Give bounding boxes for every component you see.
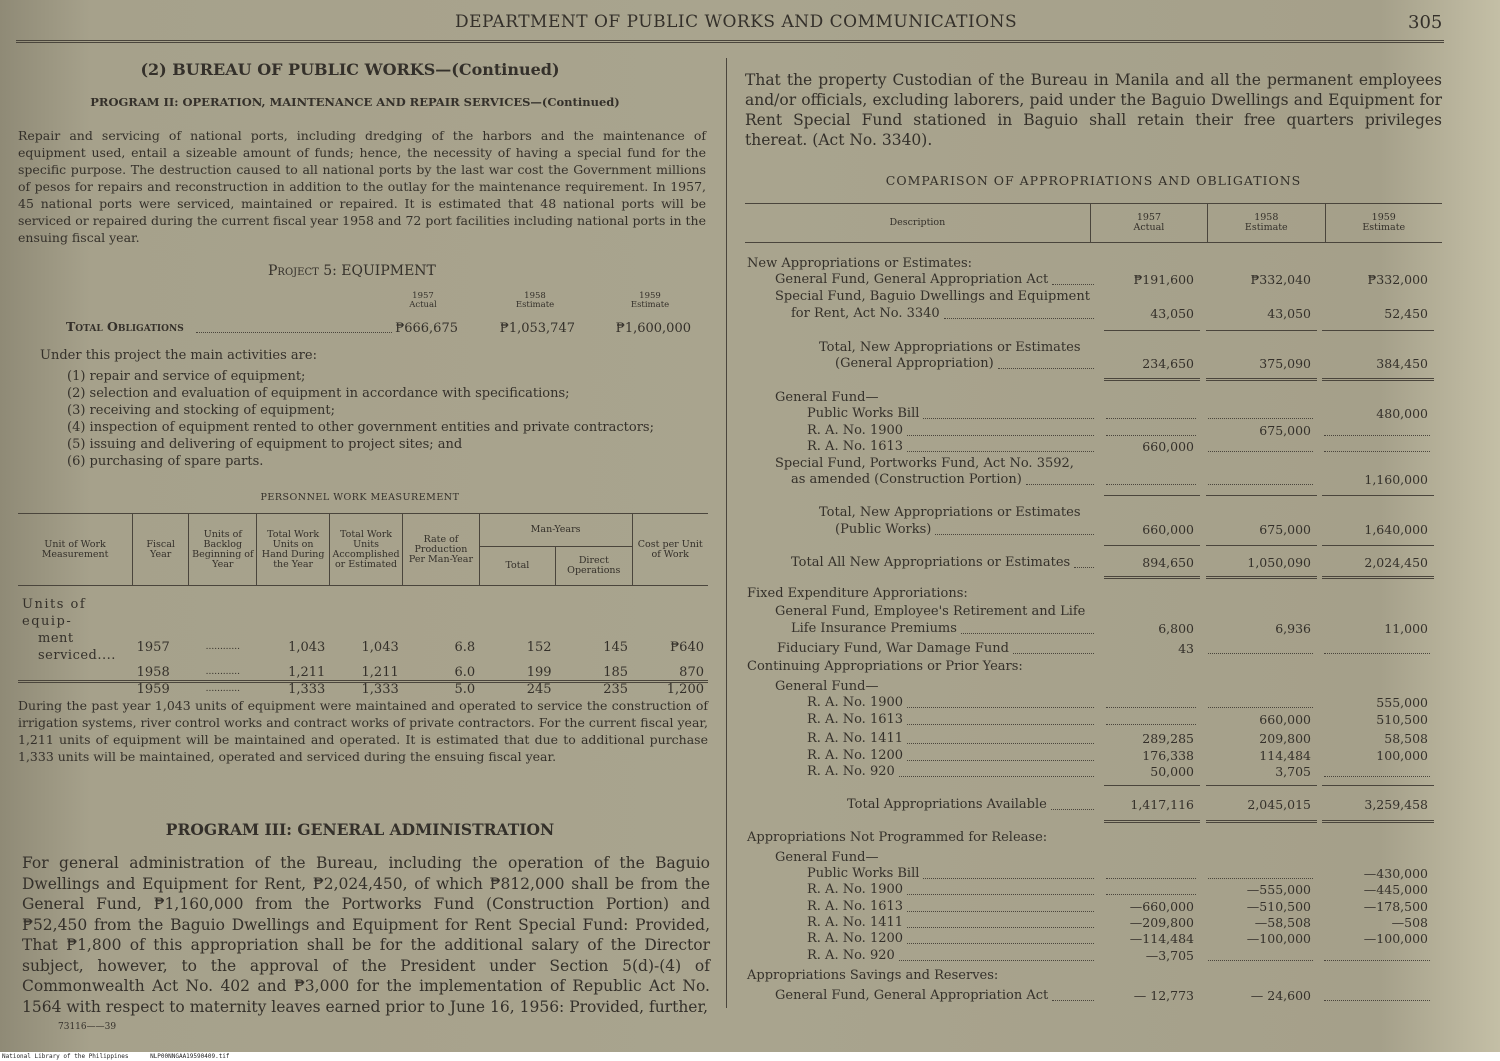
leader-dots: [1051, 809, 1094, 810]
cell-value: —209,800: [1129, 915, 1194, 930]
empty-cell-dots: [1208, 451, 1313, 452]
page-number: 305: [1408, 12, 1443, 33]
list-item: (5) issuing and delivering of equipment to project sites; and: [67, 437, 463, 452]
cell-value: —445,000: [1363, 882, 1428, 897]
empty-cell-dots: [1106, 435, 1196, 436]
empty-cell-dots: [1106, 724, 1196, 725]
col-backlog: Units of Backlog Beginning of Year: [189, 514, 257, 586]
cell-value: —510,500: [1246, 899, 1311, 914]
col-onhand: Total Work Units on Hand During the Year: [257, 514, 329, 586]
row-label: Total Appropriations Available: [847, 797, 1047, 812]
row-label: for Rent, Act No. 3340: [791, 306, 940, 321]
cell-value: —114,484: [1129, 931, 1194, 946]
list-item: (4) inspection of equipment rented to other government entities and private contractors;: [67, 420, 654, 435]
empty-cell-dots: [1324, 653, 1430, 654]
cell-value: 660,000: [1142, 439, 1194, 454]
row-label: General Fund—: [775, 390, 879, 405]
cell-value: 3,705: [1275, 764, 1311, 779]
cell-value: 6,800: [1158, 621, 1194, 636]
leader-dots: [1074, 567, 1094, 568]
row-label: R. A. No. 1613: [807, 899, 904, 914]
custodian-paragraph: That the property Custodian of the Bureau in Manila and all the permanent employees and/or officials, excluding laborers, paid under the Baguio Dwellings and Equipment for Rent Special Fund stationed in Baguio shall retain their free quarters privileges thereat. (Act No. 3340).: [745, 71, 1442, 149]
cell-value: 58,508: [1384, 731, 1428, 746]
cell-value: 555,000: [1376, 695, 1428, 710]
leader-dots: [1052, 284, 1094, 285]
obligation-1958: ₱1,053,747: [499, 321, 575, 336]
cell-value: 52,450: [1384, 306, 1428, 321]
cell-value: ₱332,000: [1367, 272, 1428, 287]
cell-value: 50,000: [1150, 764, 1194, 779]
library-credit: National Library of the Philippines: [2, 1053, 129, 1060]
row-label: Total, New Appropriations or Estimates: [819, 505, 1081, 520]
row-label: Total All New Appropriations or Estimates: [791, 555, 1071, 570]
empty-cell-dots: [1324, 1000, 1430, 1001]
printer-mark: 73116——39: [58, 1022, 117, 1032]
row-label: Total, New Appropriations or Estimates: [819, 340, 1081, 355]
row-label: R. A. No. 1411: [807, 731, 904, 746]
leader-dots: [935, 534, 1094, 535]
sum-rule: [1322, 820, 1434, 823]
sum-rule: [1322, 545, 1434, 546]
comparison-title: COMPARISON OF APPROPRIATIONS AND OBLIGATIONS: [885, 173, 1302, 188]
sum-rule: [1322, 785, 1434, 786]
row-label: (Public Works): [835, 522, 932, 537]
activities-list: [67, 368, 707, 470]
cell-value: 2,045,015: [1247, 797, 1311, 812]
row-label: General Fund, Employee's Retirement and Life: [775, 604, 1086, 619]
col-total: Total: [479, 547, 555, 586]
oblig-header-1959: 1959 Estimate: [630, 291, 670, 310]
intro-paragraph: Repair and servicing of national ports, including dredging of the harbors and the maintenance of equipment used, entail a sizeable amount of funds; hence, the necessity of having a special fund for the specific purpose. The destruction caused to all national ports by the last war cost the Government millions of pesos for repairs and reconstruction in addition to the outlay for the maintenance requirement. In 1957, 45 national ports were serviced, maintained or repaired. It is estimated that 48 national ports will be serviced or repaired during the current fiscal year 1958 and 72 port facilities including national ports in the ensuing fiscal year.: [18, 128, 706, 245]
row-label: R. A. No. 1900: [807, 882, 904, 897]
col-1957-actual: 1957 Actual: [1090, 204, 1207, 243]
cell-value: 660,000: [1259, 712, 1311, 727]
leader-dots: [907, 927, 1094, 928]
empty-cell-dots: [1106, 707, 1196, 708]
empty-cell-dots: [1208, 878, 1313, 879]
list-item: (1) repair and service of equipment;: [67, 369, 306, 384]
comparison-header-table: [745, 204, 1442, 243]
leader-dots: [907, 724, 1094, 725]
cell-value: 3,259,458: [1364, 797, 1428, 812]
empty-cell-dots: [1208, 484, 1313, 485]
cell-value: 894,650: [1142, 555, 1194, 570]
empty-cell-dots: [1208, 653, 1313, 654]
leader-dots: [907, 451, 1094, 452]
leader-dots: [907, 894, 1094, 895]
col-manyears: Man-Years: [479, 514, 632, 547]
sum-rule: [1104, 545, 1200, 546]
scan-filename: NLP00NNGAA19590409.tif: [150, 1053, 230, 1060]
project-5-title: Project 5: EQUIPMENT: [268, 263, 436, 279]
program-iii-paragraph: For general administration of the Bureau, including the operation of the Baguio Dwellings and Equipment for Rent, ₱2,024,450, of which ₱812,000 shall be from the General Fund, ₱1,160,000 from the Portworks Fund (Construction Portion) and ₱52,450 from the Baguio Dwellings and Equipment for Rent Special Fund: Provided, That ₱1,800 of this appropriation shall be for the additional salary of the Director subject, however, to the approval of the President under Section 5(d)-(4) of Commonwealth Act No. 402 and ₱3,000 for the implementation of Republic Act No. 1564 with respect to maternity leaves earned prior to June 16, 1956: Provided, further,: [22, 854, 710, 1016]
leader-dots: [944, 318, 1094, 319]
cell-value: 1,417,116: [1130, 797, 1194, 812]
row-label: R. A. No. 1900: [807, 423, 904, 438]
row-label: General Fund, General Appropriation Act: [775, 988, 1049, 1003]
col-accomplished: Total Work Units Accomplished or Estimated: [329, 514, 402, 586]
row-label: Continuing Appropriations or Prior Years:: [747, 659, 1023, 674]
cell-value: 43,050: [1267, 306, 1311, 321]
leader-dots: [907, 707, 1094, 708]
pwm-title: PERSONNEL WORK MEASUREMENT: [260, 492, 460, 503]
obligation-1957: ₱666,675: [395, 321, 458, 336]
leader-dots: [899, 960, 1094, 961]
cell-value: 384,450: [1376, 356, 1428, 371]
sum-rule: [1104, 330, 1200, 331]
sum-rule: [1322, 378, 1434, 381]
row-label: (General Appropriation): [835, 356, 994, 371]
row-label: R. A. No. 1200: [807, 931, 904, 946]
col-description: Description: [745, 204, 1090, 243]
header-rule: [16, 40, 1444, 43]
row-label: R. A. No. 1900: [807, 695, 904, 710]
cell-value: 1,640,000: [1364, 522, 1428, 537]
list-item: (3) receiving and stocking of equipment;: [67, 403, 335, 418]
activities-intro: Under this project the main activities are:: [40, 348, 317, 363]
sum-rule: [1206, 495, 1317, 496]
cell-value: 100,000: [1376, 748, 1428, 763]
col-year: Fiscal Year: [133, 514, 189, 586]
col-cost: Cost per Unit of Work: [632, 514, 708, 586]
sum-rule: [1104, 495, 1200, 496]
row-label: General Fund, General Appropriation Act: [775, 272, 1049, 287]
row-label: Special Fund, Baguio Dwellings and Equipment: [775, 289, 1090, 304]
col-1959-estimate: 1959 Estimate: [1325, 204, 1442, 243]
empty-cell-dots: [1106, 878, 1196, 879]
total-obligations-label: Total Obligations: [66, 319, 184, 334]
sum-rule: [1206, 785, 1317, 786]
sum-rule: [1206, 820, 1317, 823]
cell-value: —660,000: [1129, 899, 1194, 914]
cell-value: —508: [1391, 915, 1428, 930]
row-label: Life Insurance Premiums: [791, 621, 957, 636]
cell-value: 480,000: [1376, 406, 1428, 421]
sum-rule: [1322, 495, 1434, 496]
table-row: ment serviced.... 1957 ............ 1,043 1,043 6.8 152 145 ₱640: [38, 631, 704, 663]
cell-value: 675,000: [1259, 522, 1311, 537]
row-label: Public Works Bill: [807, 406, 920, 421]
cell-value: 43,050: [1150, 306, 1194, 321]
row-label: Appropriations Savings and Reserves:: [747, 968, 999, 983]
leader-dots: [907, 435, 1094, 436]
leader-dots: [961, 633, 1094, 634]
cell-value: 114,484: [1259, 748, 1311, 763]
program-iii-title: PROGRAM III: GENERAL ADMINISTRATION: [165, 820, 555, 839]
personnel-work-measurement-table: [18, 514, 708, 698]
program-ii-title: PROGRAM II: OPERATION, MAINTENANCE AND REPAIR SERVICES—(Continued): [90, 95, 620, 109]
row-label: General Fund—: [775, 679, 879, 694]
cell-value: 209,800: [1259, 731, 1311, 746]
list-item: (6) purchasing of spare parts.: [67, 454, 264, 469]
row-label: R. A. No. 920: [807, 764, 895, 779]
obligation-1959: ₱1,600,000: [615, 321, 691, 336]
cell-value: 375,090: [1259, 356, 1311, 371]
cell-value: 6,936: [1275, 621, 1311, 636]
col-direct: Direct Operations: [556, 547, 632, 586]
cell-value: —555,000: [1246, 882, 1311, 897]
leader-dots: [1013, 653, 1094, 654]
cell-value: —100,000: [1363, 931, 1428, 946]
row-label: Appropriations Not Programmed for Release:: [747, 830, 1048, 845]
leader-dots: [1052, 1000, 1094, 1001]
leader-dots: [923, 418, 1094, 419]
row-label: R. A. No. 1200: [807, 748, 904, 763]
sum-rule: [1104, 820, 1200, 823]
cell-value: —3,705: [1145, 948, 1194, 963]
leader-dots: [907, 943, 1094, 944]
cell-value: 176,338: [1142, 748, 1194, 763]
table-row: 1958 ............ 1,211 1,211 6.0 199 185 870: [136, 665, 704, 680]
cell-value: — 24,600: [1250, 988, 1311, 1003]
sum-rule: [1104, 576, 1200, 579]
cell-value: 43: [1178, 641, 1194, 656]
empty-cell-dots: [1106, 894, 1196, 895]
leader-dots: [907, 743, 1094, 744]
cell-value: 1,160,000: [1364, 472, 1428, 487]
empty-cell-dots: [1324, 960, 1430, 961]
row-label: as amended (Construction Portion): [791, 472, 1022, 487]
table-row: Units of equip-: [22, 597, 87, 629]
leader-dots: [907, 760, 1094, 761]
empty-cell-dots: [1324, 451, 1430, 452]
row-label: Public Works Bill: [807, 866, 920, 881]
col-unit: Unit of Work Measurement: [18, 514, 133, 586]
sum-rule: [1104, 378, 1200, 381]
cell-value: 11,000: [1384, 621, 1428, 636]
leader-dots: [196, 332, 392, 333]
cell-value: 510,500: [1376, 712, 1428, 727]
empty-cell-dots: [1324, 435, 1430, 436]
scan-footer: [0, 1052, 1500, 1061]
empty-cell-dots: [1324, 776, 1430, 777]
row-label: R. A. No. 1613: [807, 712, 904, 727]
empty-cell-dots: [1208, 960, 1313, 961]
cell-value: ₱191,600: [1133, 272, 1194, 287]
row-label: R. A. No. 1411: [807, 915, 904, 930]
after-table-paragraph: During the past year 1,043 units of equipment were maintained and operated to service the construction of irrigation systems, river control works and contract works of private contractors. For the current fiscal year, 1,211 units of equipment will be maintained and operated. It is estimated that due to additional purchase 1,333 units will be maintained, operated and serviced during the ensuing fiscal year.: [18, 698, 708, 764]
cell-value: 2,024,450: [1364, 555, 1428, 570]
oblig-header-1957: 1957 Actual: [409, 291, 437, 310]
cell-value: 289,285: [1142, 731, 1194, 746]
cell-value: 675,000: [1259, 423, 1311, 438]
cell-value: ₱332,040: [1250, 272, 1311, 287]
empty-cell-dots: [1208, 707, 1313, 708]
sum-rule: [1104, 785, 1200, 786]
sum-rule: [1206, 545, 1317, 546]
row-label: Special Fund, Portworks Fund, Act No. 3592,: [775, 456, 1074, 471]
table-row: 1959 ............ 1,333 1,333 5.0 245 235 1,200: [136, 682, 704, 697]
cell-value: —178,500: [1363, 899, 1428, 914]
empty-cell-dots: [1106, 418, 1196, 419]
cell-value: —100,000: [1246, 931, 1311, 946]
leader-dots: [1026, 484, 1094, 485]
row-label: New Appropriations or Estimates:: [747, 256, 972, 271]
col-rate: Rate of Production Per Man-Year: [403, 514, 479, 586]
leader-dots: [923, 878, 1094, 879]
sum-rule: [1206, 378, 1317, 381]
cell-value: 234,650: [1142, 356, 1194, 371]
row-label: Fixed Expenditure Approriations:: [747, 586, 968, 601]
cell-value: —430,000: [1363, 866, 1428, 881]
column-divider: [726, 58, 727, 1008]
cell-value: 660,000: [1142, 522, 1194, 537]
sum-rule: [1322, 330, 1434, 331]
sum-rule: [1206, 576, 1317, 579]
sum-rule: [1206, 330, 1317, 331]
row-label: R. A. No. 920: [807, 948, 895, 963]
pwm-bottom-rule: [18, 680, 708, 683]
row-label: Fiduciary Fund, War Damage Fund: [777, 641, 1009, 656]
empty-cell-dots: [1106, 484, 1196, 485]
cell-value: — 12,773: [1133, 988, 1194, 1003]
list-item: (2) selection and evaluation of equipment in accordance with specifications;: [67, 386, 570, 401]
cell-value: —58,508: [1254, 915, 1311, 930]
sum-rule: [1322, 576, 1434, 579]
bureau-title: (2) BUREAU OF PUBLIC WORKS—(Continued): [140, 60, 560, 79]
running-header: DEPARTMENT OF PUBLIC WORKS AND COMMUNICATIONS: [455, 12, 1018, 32]
row-label: General Fund—: [775, 850, 879, 865]
row-label: R. A. No. 1613: [807, 439, 904, 454]
empty-cell-dots: [1208, 418, 1313, 419]
leader-dots: [899, 776, 1094, 777]
leader-dots: [907, 911, 1094, 912]
cell-value: 1,050,090: [1247, 555, 1311, 570]
col-1958-estimate: 1958 Estimate: [1208, 204, 1325, 243]
oblig-header-1958: 1958 Estimate: [515, 291, 555, 310]
leader-dots: [998, 368, 1094, 369]
